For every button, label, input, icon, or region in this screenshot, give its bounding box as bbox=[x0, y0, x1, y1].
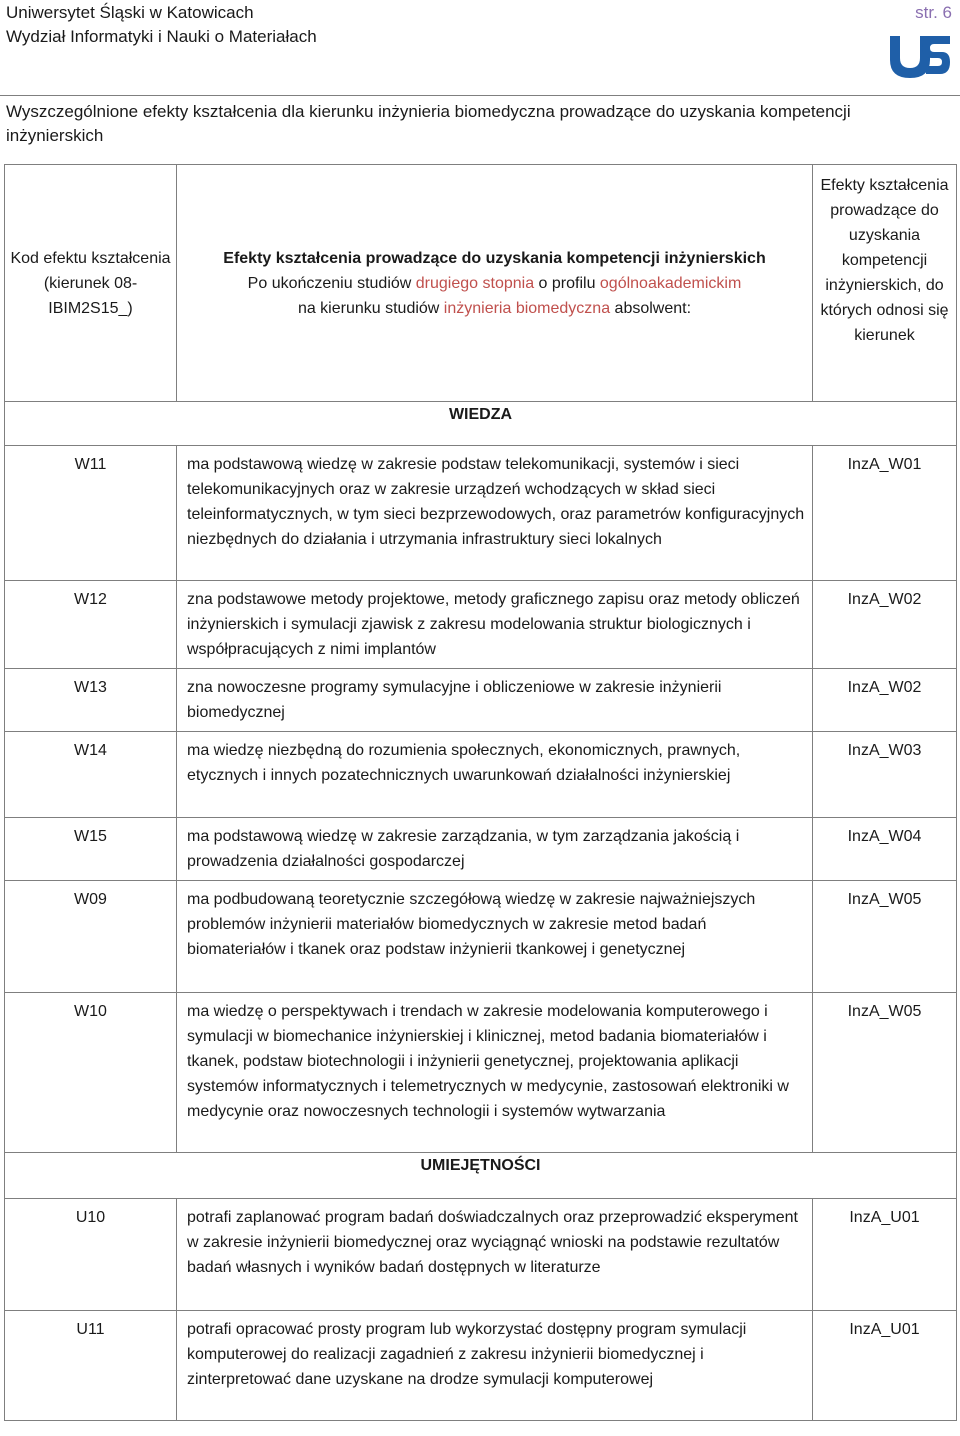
outcome-reference: InzA_W02 bbox=[813, 669, 957, 732]
outcome-reference: InzA_W02 bbox=[813, 581, 957, 669]
outcome-description: potrafi opracować prosty program lub wykorzystać dostępny program symulacji komputerowej do realizacji zagadnień z zakresu inżynierii biomedycznej i zinterpretować dane uzyskane na drodze symulacji komputerowej bbox=[177, 1311, 813, 1421]
faculty-name: Wydział Informatyki i Nauki o Materiałach bbox=[6, 27, 317, 46]
table-row bbox=[5, 1311, 957, 1421]
outcome-code: W09 bbox=[5, 881, 177, 993]
page-header bbox=[0, 0, 960, 96]
section-header-row bbox=[5, 402, 957, 446]
university-logo bbox=[884, 30, 954, 84]
outcome-code: W12 bbox=[5, 581, 177, 669]
outcome-description: ma podstawową wiedzę w zakresie podstaw telekomunikacji, systemów i sieci telekomunikacyjnych oraz w zakresie urządzeń wchodzących w skład sieci teleinformatycznych, w tym sieci bezprzewodowych, oraz parametrów konfiguracyjnych niezbędnych do działania i utrzymania infrastruktury sieci lokalnych bbox=[177, 446, 813, 581]
section-title: UMIEJĘTNOŚCI bbox=[5, 1153, 957, 1199]
outcome-code: W10 bbox=[5, 993, 177, 1153]
outcome-description: ma podbudowaną teoretycznie szczegółową wiedzę w zakresie najważniejszych problemów inżynierii materiałów biomedycznych w zakresie metod badań biomateriałów i tkanek oraz podstaw inżynierii tkankowej i genetycznej bbox=[177, 881, 813, 993]
outcome-reference: InzA_W04 bbox=[813, 818, 957, 881]
outcome-reference: InzA_W01 bbox=[813, 446, 957, 581]
header-outcomes-line2: na kierunku studiów inżynieria biomedyczna absolwent: bbox=[297, 299, 692, 317]
outcome-code: W13 bbox=[5, 669, 177, 732]
outcome-reference: InzA_W05 bbox=[813, 993, 957, 1153]
table-row bbox=[5, 818, 957, 881]
table-row bbox=[5, 669, 957, 732]
document-title: Wyszczególnione efekty kształcenia dla kierunku inżynieria biomedyczna prowadzące do uzyskania kompetencji inżynierskich bbox=[6, 102, 851, 145]
page-number: str. 6 bbox=[915, 3, 952, 22]
learning-outcomes-table bbox=[4, 164, 957, 1421]
outcome-code: W15 bbox=[5, 818, 177, 881]
outcome-reference: InzA_W05 bbox=[813, 881, 957, 993]
outcome-code: W11 bbox=[5, 446, 177, 581]
table-row bbox=[5, 446, 957, 581]
header-outcomes-line1: Po ukończeniu studiów drugiego stopnia o profilu ogólnoakademickim bbox=[247, 274, 742, 292]
outcome-description: zna nowoczesne programy symulacyjne i obliczeniowe w zakresie inżynierii biomedycznej bbox=[177, 669, 813, 732]
section-title: WIEDZA bbox=[5, 402, 957, 446]
outcome-code: U11 bbox=[5, 1311, 177, 1421]
header-reference-cell: Efekty kształcenia prowadzące do uzyskania kompetencji inżynierskich, do których odnosi się kierunek bbox=[813, 165, 957, 402]
outcome-description: ma wiedzę o perspektywach i trendach w zakresie modelowania komputerowego i symulacji w biomechanice inżynierskiej i klinicznej, metod badania biomateriałów i tkanek, podstaw biotechnologii i inżynierii genetycznej, projektowania aplikacji systemów informatycznych i telemetrycznych w medycynie, zastosowań elektroniki w medycynie oraz nowoczesnych technologii i systemów wytwarzania bbox=[177, 993, 813, 1153]
table-row bbox=[5, 881, 957, 993]
outcome-description: potrafi zaplanować program badań doświadczalnych oraz przeprowadzić eksperyment w zakresie inżynierii biomedycznej oraz wyciągnąć wnioski na podstawie rezultatów badań własnych i wyników badań dostępnych w literaturze bbox=[177, 1199, 813, 1311]
table-row bbox=[5, 993, 957, 1153]
header-outcomes-cell bbox=[177, 165, 813, 402]
outcome-description: zna podstawowe metody projektowe, metody graficznego zapisu oraz metody obliczeń inżynierskich i symulacji zjawisk z zakresu modelowania struktur biologicznych i współpracujących z nimi implantów bbox=[177, 581, 813, 669]
outcome-code: U10 bbox=[5, 1199, 177, 1311]
outcome-reference: InzA_U01 bbox=[813, 1199, 957, 1311]
header-outcomes-title: Efekty kształcenia prowadzące do uzyskania kompetencji inżynierskich bbox=[223, 249, 766, 267]
outcome-reference: InzA_W03 bbox=[813, 732, 957, 818]
table-row bbox=[5, 732, 957, 818]
table-header-row bbox=[5, 165, 957, 402]
section-header-row bbox=[5, 1153, 957, 1199]
outcome-reference: InzA_U01 bbox=[813, 1311, 957, 1421]
outcome-description: ma podstawową wiedzę w zakresie zarządzania, w tym zarządzania jakością i prowadzenia działalności gospodarczej bbox=[177, 818, 813, 881]
outcome-description: ma wiedzę niezbędną do rozumienia społecznych, ekonomicznych, prawnych, etycznych i innych pozatechnicznych uwarunkowań działalności inżynierskiej bbox=[177, 732, 813, 818]
table-row bbox=[5, 1199, 957, 1311]
table-row bbox=[5, 581, 957, 669]
outcome-code: W14 bbox=[5, 732, 177, 818]
university-name: Uniwersytet Śląski w Katowicach bbox=[6, 3, 254, 22]
header-code-cell: Kod efektu kształcenia (kierunek 08-IBIM2S15_) bbox=[5, 165, 177, 402]
